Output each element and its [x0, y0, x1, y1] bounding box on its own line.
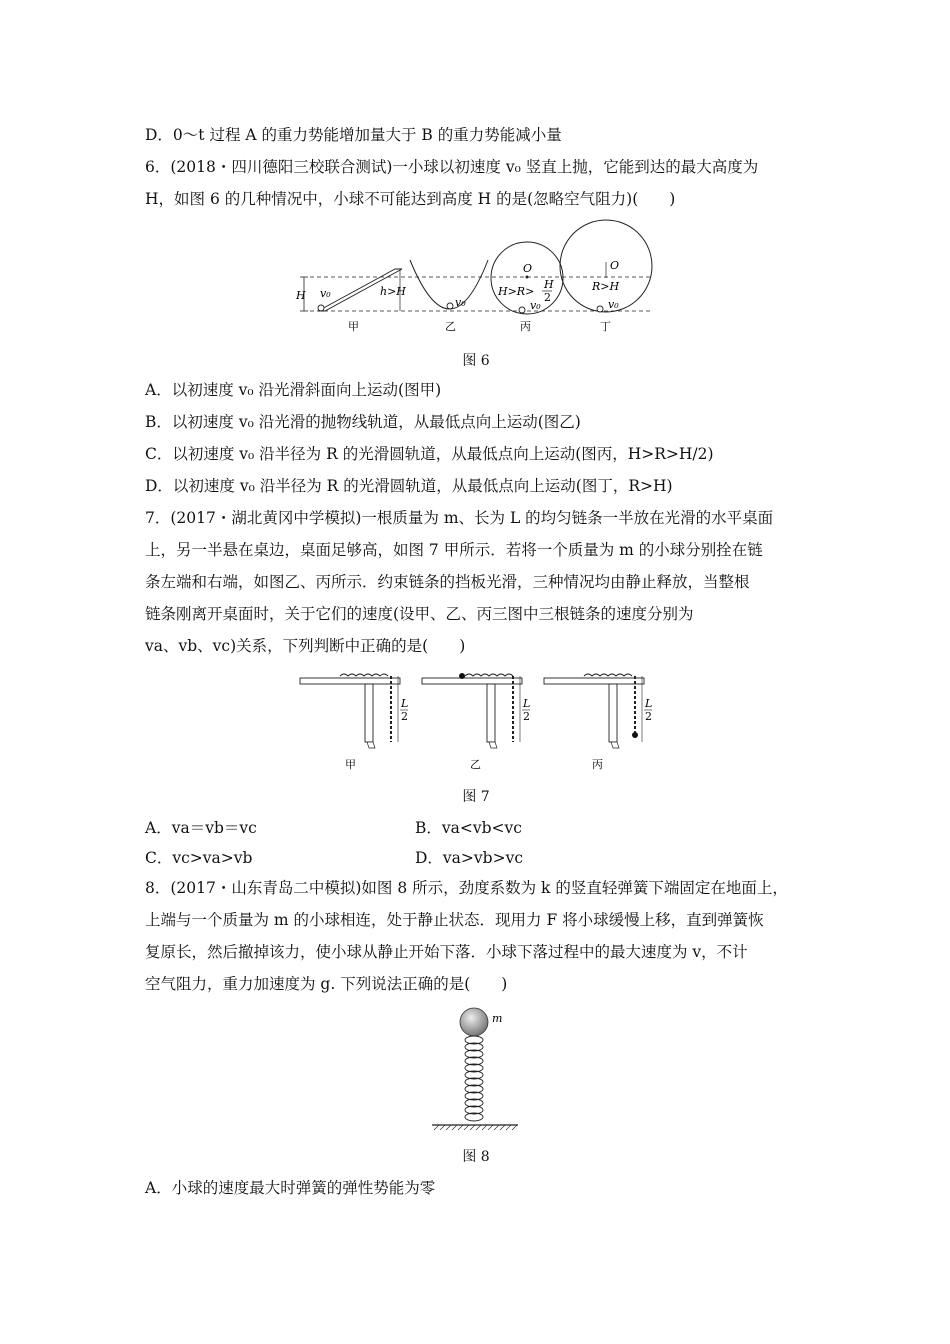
- fig6-bing-O: O: [523, 262, 533, 275]
- q8-text-4: 空气阻力，重力加速度为 g. 下列说法正确的是( ): [145, 975, 508, 993]
- q7-text-2: 上，另一半悬在桌边，桌面足够高，如图 7 甲所示．若将一个质量为 m 的小球分别拴在链: [145, 541, 763, 559]
- q7-text-3: 条左端和右端，如图乙、丙所示．约束链条的挡板光滑，三种情况均由静止释放，当整根: [145, 573, 750, 591]
- fig6-H-label: H: [296, 289, 306, 302]
- q7-text-5: va、vb、vc)关系，下列判断中正确的是( ): [145, 637, 466, 655]
- q7-option-b: B．va<vb<vc: [415, 819, 522, 837]
- fig6-bing-half-den: 2: [544, 291, 551, 304]
- q7-option-c: C．vc>va>vb: [145, 849, 253, 867]
- fig8-ball: [460, 1008, 488, 1036]
- fig6-ding-O: O: [610, 259, 620, 272]
- figure-7: [295, 662, 665, 777]
- fig6-jia-v0: v₀: [320, 287, 331, 300]
- q6-option-d: D．以初速度 v₀ 沿半径为 R 的光滑圆轨道，从最低点向上运动(图丁，R>H): [145, 477, 673, 495]
- fig7-yi-L: L: [523, 697, 531, 710]
- fig6-bing-rel: H>R>: [498, 285, 535, 298]
- fig6-bing-v0: v₀: [530, 299, 541, 312]
- fig6-label-jia: 甲: [348, 320, 359, 333]
- q6-text-1: 6．(2018・四川德阳三校联合测试)一小球以初速度 v₀ 竖直上抛，它能到达的最大高度为: [145, 158, 759, 176]
- q7-option-d: D．va>vb>vc: [415, 849, 524, 867]
- q6-text-2: H，如图 6 的几种情况中，小球不可能达到高度 H 的是(忽略空气阻力)( ): [145, 190, 676, 208]
- fig8-spring: [465, 1036, 483, 1121]
- q6-option-c: C．以初速度 v₀ 沿半径为 R 的光滑圆轨道，从最低点向上运动(图丙，H>R>H/2): [145, 445, 714, 463]
- q7-text-1: 7．(2017・湖北黄冈中学模拟)一根质量为 m、长为 L 的均匀链条一半放在光滑的水平桌面: [145, 509, 774, 527]
- fig6-yi-v0: v₀: [455, 296, 466, 309]
- q8-text-1: 8．(2017・山东青岛二中模拟)如图 8 所示，劲度系数为 k 的竖直轻弹簧下端固定在地面上，: [145, 879, 788, 897]
- q8-option-a: A．小球的速度最大时弹簧的弹性势能为零: [145, 1179, 436, 1197]
- fig7-bing: [544, 674, 652, 771]
- fig7-yi-two: 2: [523, 710, 530, 723]
- fig6-ding-v0: v₀: [608, 298, 619, 311]
- figure-6: [290, 198, 660, 338]
- fig6-caption: 图 6: [462, 353, 490, 369]
- fig7-yi: [422, 673, 530, 771]
- q7-text-4: 链条刚离开桌面时，关于它们的速度(设甲、乙、丙三图中三根链条的速度分别为: [145, 605, 694, 623]
- option-d-prev: D．0～t 过程 A 的重力势能增加量大于 B 的重力势能减小量: [145, 126, 562, 144]
- q7-option-a: A．va＝vb＝vc: [145, 819, 257, 837]
- fig8-caption: 图 8: [462, 1149, 490, 1165]
- fig7-label-bing: 丙: [592, 758, 603, 771]
- q8-text-2: 上端与一个质量为 m 的小球相连，处于静止状态．现用力 F 将小球缓慢上移，直到弹簧恢: [145, 911, 764, 929]
- fig7-bing-L: L: [645, 697, 653, 710]
- fig8-m-label: m: [492, 1012, 503, 1025]
- fig6-label-bing: 丙: [520, 320, 531, 333]
- q6-option-a: A．以初速度 v₀ 沿光滑斜面向上运动(图甲): [145, 381, 442, 399]
- fig7-caption: 图 7: [462, 789, 490, 805]
- fig7-label-jia: 甲: [345, 758, 356, 771]
- q6-option-b: B．以初速度 v₀ 沿光滑的抛物线轨道，从最低点向上运动(图乙): [145, 413, 581, 431]
- fig6-label-ding: 丁: [600, 320, 611, 333]
- fig7-bing-two: 2: [645, 710, 652, 723]
- fig6-bing-half-num: H: [544, 278, 554, 291]
- fig6-ding-rel: R>H: [592, 280, 620, 293]
- fig7-label-yi: 乙: [470, 758, 481, 771]
- figure-8: [420, 998, 540, 1138]
- fig7-jia-L: L: [401, 697, 409, 710]
- fig7-jia: [300, 674, 408, 771]
- q8-text-3: 复原长，然后撤掉该力，使小球从静止开始下落．小球下落过程中的最大速度为 v，不计: [145, 943, 748, 961]
- fig6-label-yi: 乙: [445, 320, 456, 333]
- fig6-jia-hH: h>H: [380, 285, 406, 298]
- fig7-jia-two: 2: [401, 710, 408, 723]
